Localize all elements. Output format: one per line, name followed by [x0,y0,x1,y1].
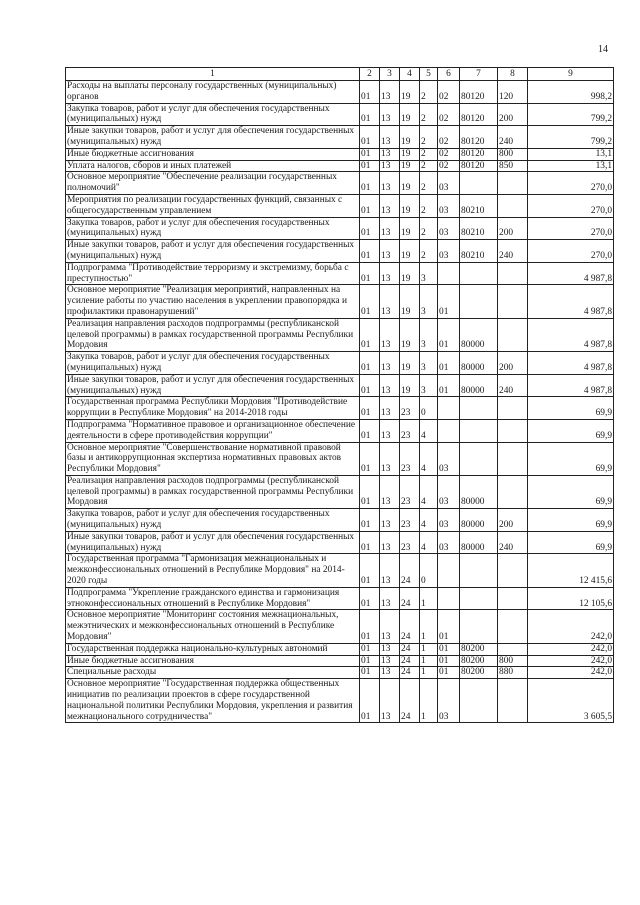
code-cell: 19 [400,217,420,240]
code-cell: 80120 [460,103,498,126]
amount-cell: 4 987,8 [528,262,614,285]
table-row [66,667,614,679]
amount-cell: 270,0 [528,217,614,240]
code-cell: 1 [420,587,438,610]
code-cell: 03 [438,172,460,195]
code-cell: 13 [380,318,400,351]
code-cell: 03 [438,509,460,532]
code-cell: 80200 [460,667,498,679]
table-row [66,587,614,610]
table-row [66,442,614,475]
code-cell: 0 [420,397,438,420]
code-cell: 2 [420,194,438,217]
code-cell: 02 [438,148,460,160]
amount-cell: 13,1 [528,148,614,160]
code-cell: 19 [400,240,420,263]
amount-cell: 4 987,8 [528,374,614,397]
table-row [66,352,614,375]
column-header: 4 [400,68,420,81]
amount-cell: 242,0 [528,667,614,679]
code-cell: 01 [360,194,380,217]
code-cell: 03 [438,194,460,217]
code-cell: 02 [438,103,460,126]
code-cell: 01 [360,667,380,679]
code-cell: 23 [400,442,420,475]
row-name-cell: Основное мероприятие "Мониторинг состояния межнациональных, межэтнических и межконфессиональных отношений в Республике Мордовия" [66,610,360,643]
code-cell [498,262,528,285]
column-header: 6 [438,68,460,81]
code-cell: 19 [400,81,420,104]
code-cell: 01 [360,531,380,554]
table-row [66,554,614,587]
code-cell: 19 [400,262,420,285]
code-cell: 03 [438,217,460,240]
code-cell: 3 [420,352,438,375]
code-cell: 01 [360,262,380,285]
amount-cell: 3 605,5 [528,679,614,723]
code-cell: 01 [360,679,380,723]
amount-cell: 270,0 [528,172,614,195]
table-row [66,318,614,351]
code-cell [498,610,528,643]
code-cell: 1 [420,667,438,679]
code-cell: 80200 [460,655,498,667]
code-cell: 13 [380,531,400,554]
code-cell: 3 [420,262,438,285]
code-cell [498,679,528,723]
code-cell: 3 [420,318,438,351]
code-cell: 13 [380,285,400,318]
column-header: 8 [498,68,528,81]
code-cell: 03 [438,442,460,475]
code-cell: 80000 [460,475,498,508]
table-row [66,679,614,723]
table-row [66,103,614,126]
amount-cell: 998,2 [528,81,614,104]
code-cell: 19 [400,285,420,318]
table-row [66,610,614,643]
code-cell: 80120 [460,160,498,172]
code-cell: 01 [438,610,460,643]
code-cell: 13 [380,419,400,442]
table-row [66,160,614,172]
code-cell: 24 [400,587,420,610]
code-cell: 19 [400,318,420,351]
code-cell: 2 [420,160,438,172]
code-cell [460,554,498,587]
code-cell: 240 [498,531,528,554]
code-cell: 2 [420,172,438,195]
code-cell: 03 [438,240,460,263]
code-cell: 880 [498,667,528,679]
row-name-cell: Государственная поддержка национально-культурных автономий [66,643,360,655]
code-cell: 13 [380,194,400,217]
code-cell: 02 [438,81,460,104]
code-cell: 1 [420,655,438,667]
code-cell: 240 [498,126,528,149]
code-cell: 24 [400,679,420,723]
row-name-cell: Иные бюджетные ассигнования [66,148,360,160]
table-row [66,262,614,285]
amount-cell: 69,9 [528,442,614,475]
code-cell: 200 [498,352,528,375]
column-header: 5 [420,68,438,81]
code-cell: 80120 [460,126,498,149]
table-row [66,172,614,195]
code-cell: 200 [498,103,528,126]
code-cell [498,172,528,195]
table-row [66,419,614,442]
code-cell: 01 [360,103,380,126]
code-cell: 19 [400,374,420,397]
row-name-cell: Мероприятия по реализации государственных функций, связанных с общегосударственным управлением [66,194,360,217]
code-cell [498,397,528,420]
row-name-cell: Специальные расходы [66,667,360,679]
amount-cell: 4 987,8 [528,285,614,318]
amount-cell: 69,9 [528,475,614,508]
table-header-row [66,68,614,81]
code-cell: 03 [438,679,460,723]
code-cell [498,419,528,442]
code-cell: 2 [420,126,438,149]
code-cell: 01 [360,374,380,397]
code-cell: 13 [380,475,400,508]
amount-cell: 242,0 [528,610,614,643]
amount-cell: 4 987,8 [528,318,614,351]
table-row [66,643,614,655]
code-cell: 24 [400,667,420,679]
code-cell: 80000 [460,374,498,397]
code-cell: 0 [420,554,438,587]
code-cell: 01 [360,509,380,532]
code-cell: 1 [420,610,438,643]
code-cell: 240 [498,374,528,397]
row-name-cell: Уплата налогов, сборов и иных платежей [66,160,360,172]
code-cell: 23 [400,475,420,508]
code-cell: 01 [360,419,380,442]
code-cell: 01 [360,217,380,240]
code-cell: 01 [438,655,460,667]
code-cell: 3 [420,374,438,397]
table-row [66,397,614,420]
code-cell: 01 [360,240,380,263]
code-cell: 01 [438,318,460,351]
amount-cell: 12 415,6 [528,554,614,587]
code-cell: 2 [420,103,438,126]
row-name-cell: Подпрограмма "Нормативное правовое и организационное обеспечение деятельности в сфере противодействия коррупции" [66,419,360,442]
code-cell: 01 [360,352,380,375]
code-cell [460,610,498,643]
code-cell [438,397,460,420]
code-cell: 2 [420,217,438,240]
row-name-cell: Иные закупки товаров, работ и услуг для обеспечения государственных (муниципальных) нужд [66,374,360,397]
code-cell: 80120 [460,148,498,160]
code-cell: 01 [360,397,380,420]
code-cell: 01 [360,160,380,172]
code-cell: 01 [360,126,380,149]
code-cell: 02 [438,126,460,149]
table-row [66,655,614,667]
code-cell: 2 [420,148,438,160]
row-name-cell: Иные закупки товаров, работ и услуг для обеспечения государственных (муниципальных) нужд [66,240,360,263]
code-cell [498,554,528,587]
code-cell: 13 [380,643,400,655]
amount-cell: 12 105,6 [528,587,614,610]
row-name-cell: Иные закупки товаров, работ и услуг для обеспечения государственных (муниципальных) нужд [66,531,360,554]
row-name-cell: Закупка товаров, работ и услуг для обеспечения государственных (муниципальных) нужд [66,103,360,126]
code-cell: 240 [498,240,528,263]
code-cell: 01 [360,148,380,160]
code-cell: 80000 [460,318,498,351]
code-cell: 13 [380,352,400,375]
code-cell: 13 [380,442,400,475]
amount-cell: 4 987,8 [528,352,614,375]
code-cell: 01 [360,442,380,475]
code-cell: 13 [380,554,400,587]
code-cell: 01 [360,475,380,508]
code-cell: 01 [438,374,460,397]
table-row [66,531,614,554]
row-name-cell: Государственная программа Республики Мордовия "Противодействие коррупции в Республике Мордовия" на 2014-2018 годы [66,397,360,420]
code-cell [438,554,460,587]
code-cell [460,679,498,723]
table-row [66,475,614,508]
code-cell: 19 [400,194,420,217]
code-cell [498,318,528,351]
table-row [66,126,614,149]
row-name-cell: Подпрограмма "Укрепление гражданского единства и гармонизация этноконфессиональных отношений в Республике Мордовия" [66,587,360,610]
code-cell: 800 [498,655,528,667]
code-cell: 23 [400,397,420,420]
code-cell: 01 [360,643,380,655]
code-cell: 80210 [460,240,498,263]
code-cell: 13 [380,148,400,160]
code-cell: 24 [400,610,420,643]
row-name-cell: Реализация направления расходов подпрограммы (республиканской целевой программы) в рамках государственной программы Республики Мордовия [66,318,360,351]
column-header: 2 [360,68,380,81]
code-cell: 24 [400,655,420,667]
table-row [66,374,614,397]
row-name-cell: Закупка товаров, работ и услуг для обеспечения государственных (муниципальных) нужд [66,352,360,375]
code-cell: 13 [380,262,400,285]
row-name-cell: Реализация направления расходов подпрограммы (республиканской целевой программы) в рамках государственной программы Республики Мордовия [66,475,360,508]
code-cell: 13 [380,217,400,240]
code-cell [460,285,498,318]
amount-cell: 270,0 [528,240,614,263]
code-cell [460,419,498,442]
code-cell: 01 [360,172,380,195]
amount-cell: 69,9 [528,509,614,532]
code-cell: 19 [400,148,420,160]
code-cell: 13 [380,679,400,723]
code-cell: 13 [380,374,400,397]
code-cell: 1 [420,679,438,723]
code-cell: 80200 [460,643,498,655]
code-cell: 4 [420,531,438,554]
code-cell: 80000 [460,509,498,532]
code-cell [498,587,528,610]
row-name-cell: Основное мероприятие "Обеспечение реализации государственных полномочий" [66,172,360,195]
row-name-cell: Иные бюджетные ассигнования [66,655,360,667]
code-cell [460,397,498,420]
page-number: 14 [598,44,608,55]
column-header: 3 [380,68,400,81]
code-cell: 80210 [460,194,498,217]
code-cell: 80000 [460,352,498,375]
table-row [66,194,614,217]
amount-cell: 13,1 [528,160,614,172]
code-cell: 03 [438,475,460,508]
code-cell: 23 [400,419,420,442]
code-cell [498,194,528,217]
code-cell: 13 [380,397,400,420]
code-cell: 2 [420,240,438,263]
code-cell: 13 [380,509,400,532]
code-cell: 4 [420,442,438,475]
code-cell: 13 [380,587,400,610]
code-cell: 01 [360,318,380,351]
row-name-cell: Закупка товаров, работ и услуг для обеспечения государственных (муниципальных) нужд [66,217,360,240]
table-row [66,509,614,532]
budget-table [65,67,614,723]
code-cell: 01 [438,352,460,375]
row-name-cell: Основное мероприятие "Реализация мероприятий, направленных на усиление работы по участию населения в укреплении правопорядка и профилактики правонарушений" [66,285,360,318]
table-row [66,240,614,263]
code-cell: 01 [360,587,380,610]
code-cell: 4 [420,419,438,442]
code-cell: 19 [400,172,420,195]
code-cell: 13 [380,610,400,643]
code-cell: 02 [438,160,460,172]
row-name-cell: Подпрограмма "Противодействие терроризму и экстремизму, борьба с преступностью" [66,262,360,285]
table-row [66,148,614,160]
code-cell: 01 [360,554,380,587]
code-cell: 4 [420,509,438,532]
code-cell: 200 [498,509,528,532]
code-cell: 01 [360,655,380,667]
code-cell: 01 [360,81,380,104]
amount-cell: 799,2 [528,103,614,126]
code-cell: 19 [400,103,420,126]
code-cell [438,419,460,442]
row-name-cell: Государственная программа "Гармонизация межнациональных и межконфессиональных отношений в Республике Мордовия" на 2014-2020 годы [66,554,360,587]
code-cell: 01 [438,667,460,679]
code-cell [438,262,460,285]
code-cell: 23 [400,531,420,554]
amount-cell: 242,0 [528,655,614,667]
code-cell: 13 [380,126,400,149]
amount-cell: 799,2 [528,126,614,149]
code-cell [460,442,498,475]
code-cell: 120 [498,81,528,104]
code-cell: 80120 [460,81,498,104]
amount-cell: 69,9 [528,419,614,442]
code-cell [438,587,460,610]
row-name-cell: Иные закупки товаров, работ и услуг для обеспечения государственных (муниципальных) нужд [66,126,360,149]
column-header: 9 [528,68,614,81]
code-cell: 80000 [460,531,498,554]
amount-cell: 242,0 [528,643,614,655]
code-cell: 13 [380,172,400,195]
code-cell: 19 [400,126,420,149]
code-cell: 01 [438,285,460,318]
row-name-cell: Расходы на выплаты персоналу государственных (муниципальных) органов [66,81,360,104]
code-cell: 13 [380,240,400,263]
code-cell: 13 [380,81,400,104]
amount-cell: 69,9 [528,531,614,554]
code-cell: 1 [420,643,438,655]
code-cell [460,587,498,610]
code-cell: 13 [380,667,400,679]
code-cell: 19 [400,352,420,375]
code-cell: 23 [400,509,420,532]
code-cell: 01 [360,610,380,643]
code-cell: 200 [498,217,528,240]
code-cell: 3 [420,285,438,318]
row-name-cell: Закупка товаров, работ и услуг для обеспечения государственных (муниципальных) нужд [66,509,360,532]
table-row [66,217,614,240]
code-cell: 13 [380,160,400,172]
code-cell: 2 [420,81,438,104]
code-cell: 03 [438,531,460,554]
code-cell: 19 [400,160,420,172]
amount-cell: 69,9 [528,397,614,420]
code-cell: 13 [380,103,400,126]
code-cell: 13 [380,655,400,667]
code-cell: 80210 [460,217,498,240]
code-cell: 24 [400,643,420,655]
code-cell [498,442,528,475]
code-cell: 24 [400,554,420,587]
table-row [66,285,614,318]
row-name-cell: Основное мероприятие "Государственная поддержка общественных инициатив по реализации проектов в сфере государственной национальной политики Республики Мордовия, укрепления и развития межнационального сотрудничества" [66,679,360,723]
code-cell [498,475,528,508]
code-cell [498,643,528,655]
code-cell [460,262,498,285]
code-cell: 4 [420,475,438,508]
code-cell [498,285,528,318]
column-header: 7 [460,68,498,81]
column-header: 1 [66,68,360,81]
code-cell [460,172,498,195]
amount-cell: 270,0 [528,194,614,217]
code-cell: 01 [438,643,460,655]
code-cell: 01 [360,285,380,318]
code-cell: 850 [498,160,528,172]
table-row [66,81,614,104]
row-name-cell: Основное мероприятие "Совершенствование нормативной правовой базы и антикоррупционная экспертиза нормативных правовых актов Республики Мордовия" [66,442,360,475]
code-cell: 800 [498,148,528,160]
